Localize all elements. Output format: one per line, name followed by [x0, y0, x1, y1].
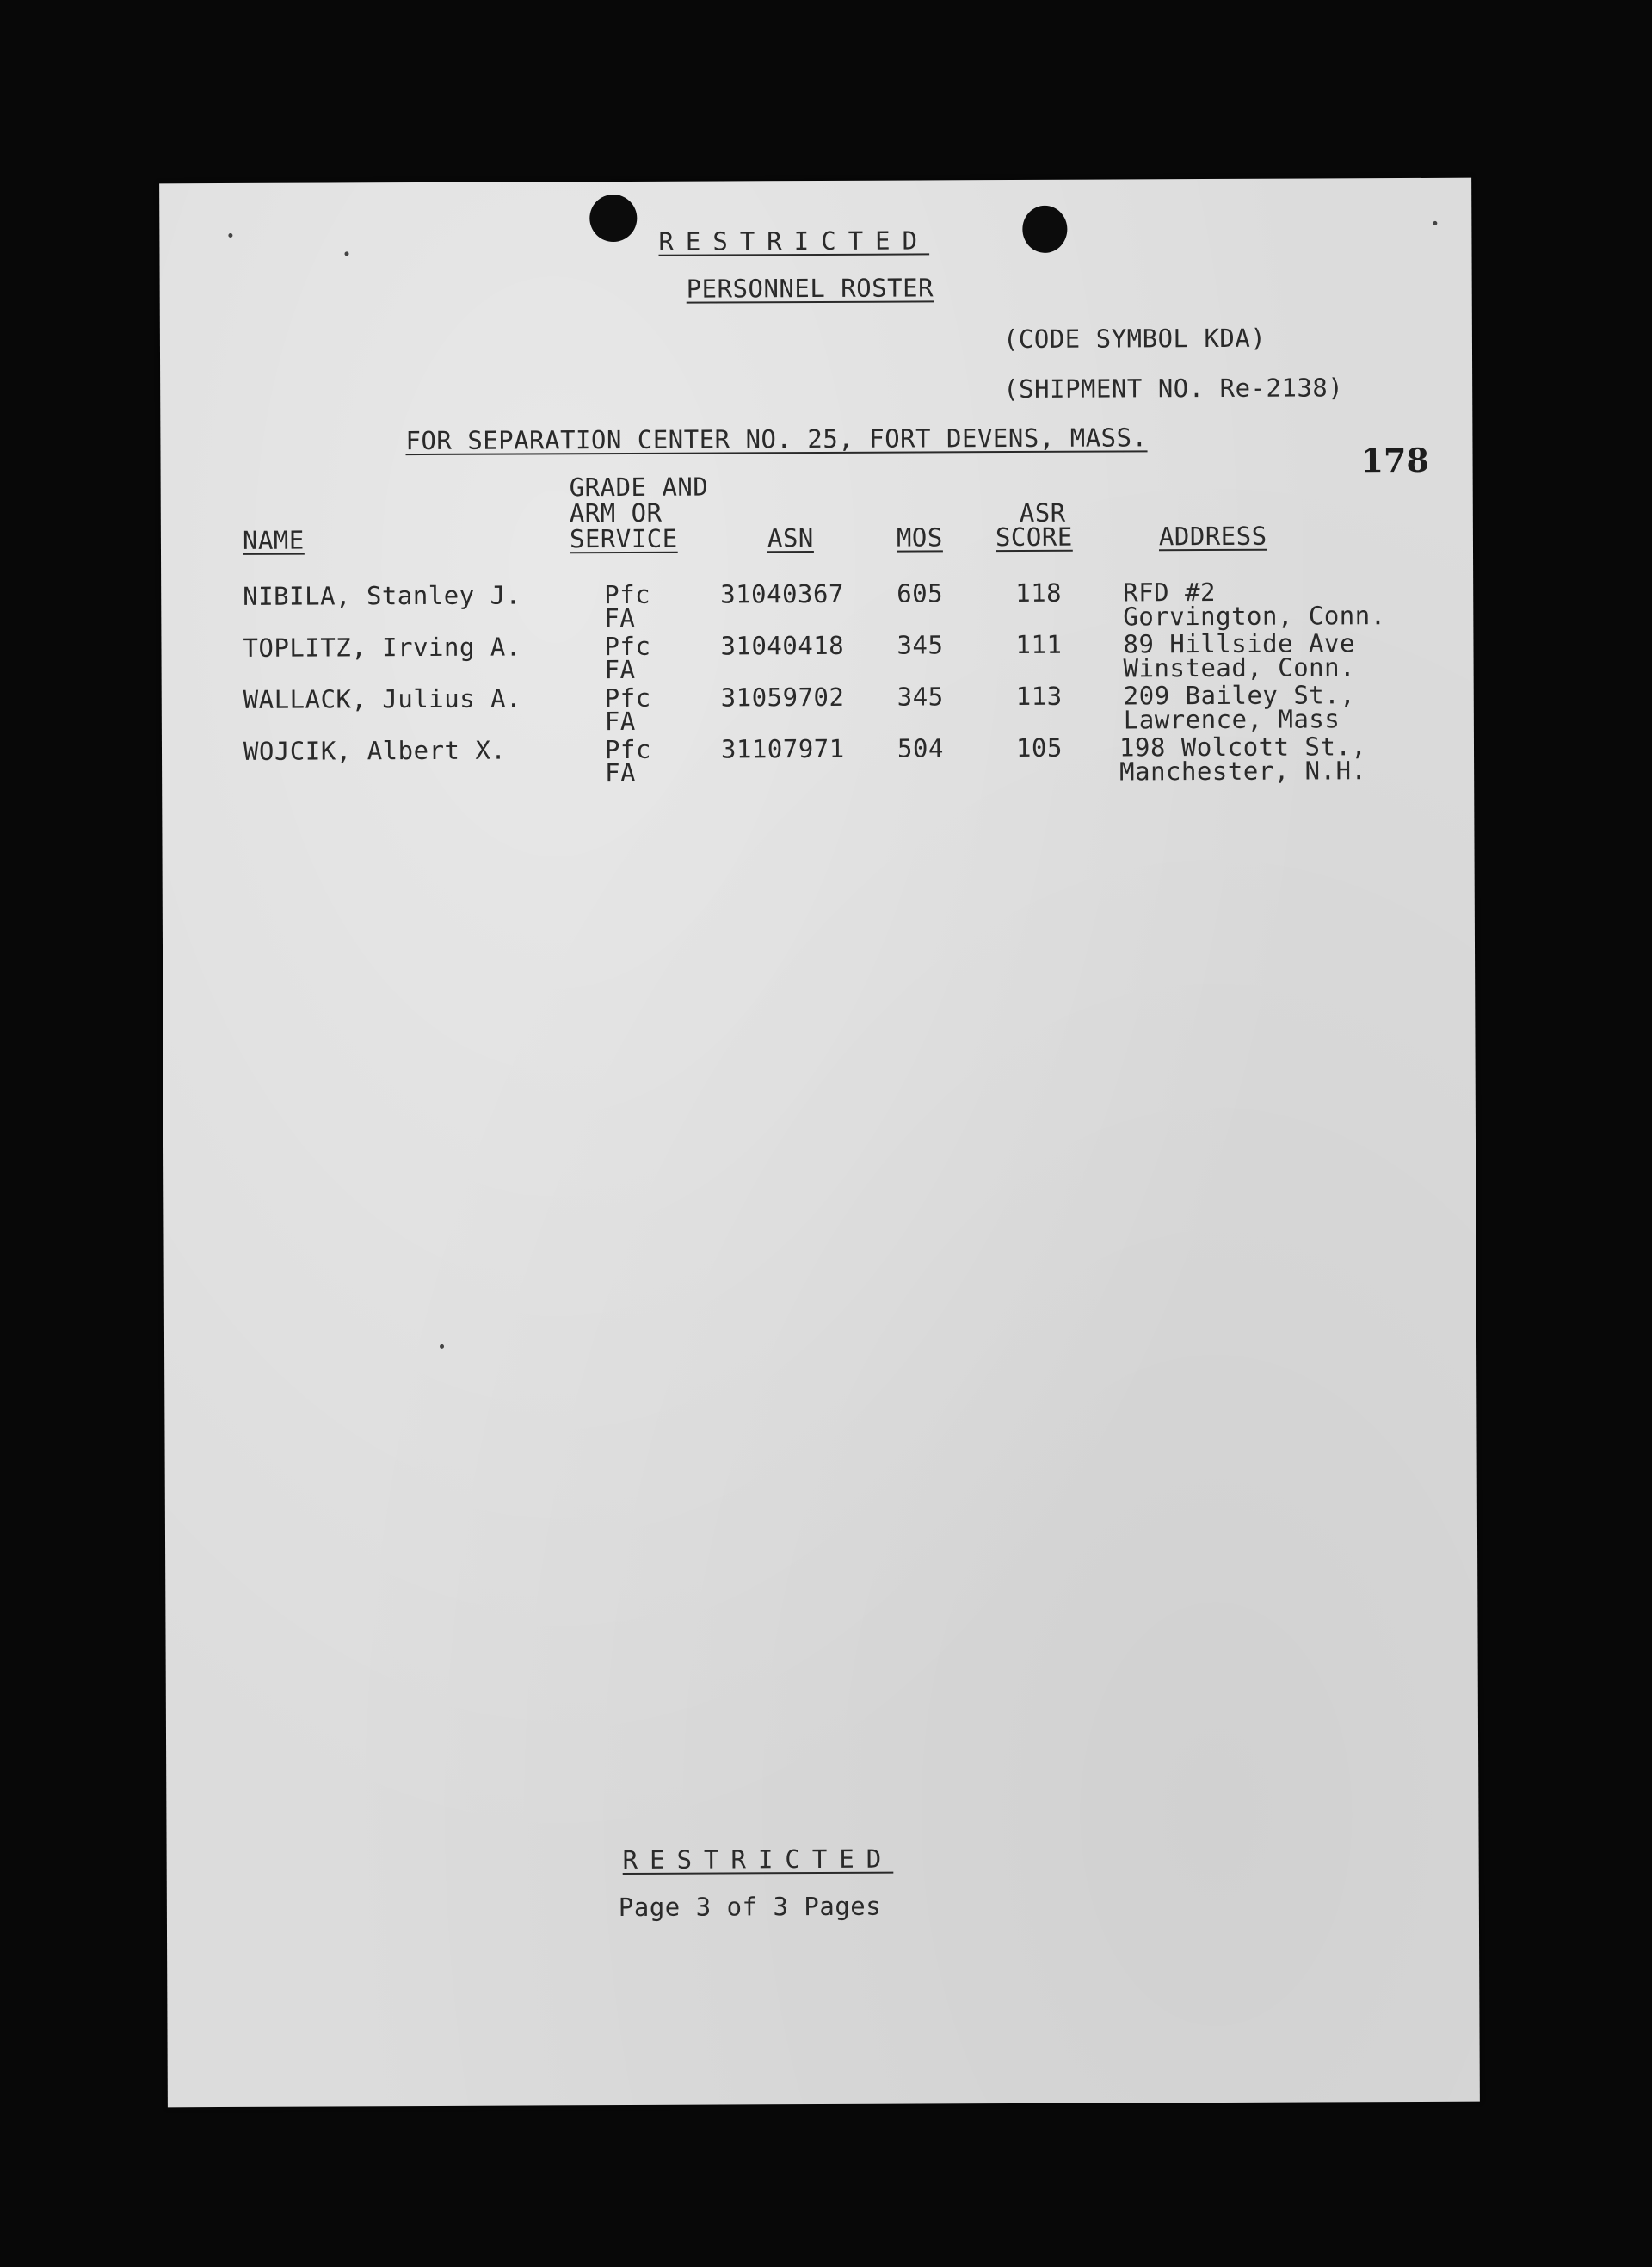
speck [440, 1344, 444, 1349]
row-2-address2: Winstead, Conn. [1123, 652, 1356, 683]
row-4-grade: Pfc [604, 734, 651, 765]
row-1-arm: FA [604, 602, 636, 633]
col-grade-line2: ARM OR [569, 497, 663, 528]
row-3-score: 113 [1015, 681, 1063, 711]
col-name: NAME [242, 525, 305, 555]
code-symbol: (CODE SYMBOL KDA) [1002, 323, 1267, 355]
speck [1433, 221, 1437, 225]
row-3-asn: 31059702 [720, 682, 845, 713]
classification-header: RESTRICTED [658, 225, 930, 256]
punch-hole-left [589, 195, 637, 242]
shipment-number: (SHIPMENT NO. Re-2138) [1003, 373, 1344, 405]
row-3-address2: Lawrence, Mass [1123, 704, 1341, 735]
col-grade-line3: SERVICE [569, 523, 678, 554]
col-address: ADDRESS [1158, 521, 1267, 552]
document-page [159, 178, 1480, 2108]
row-4-arm: FA [605, 757, 637, 788]
row-4-address1: 198 Wolcott St., [1119, 732, 1367, 763]
row-2-asn: 31040418 [720, 630, 845, 661]
row-1-asn: 31040367 [720, 578, 844, 609]
row-4-name: WOJCIK, Albert X. [243, 735, 507, 766]
row-4-mos: 504 [897, 733, 944, 763]
row-2-score: 111 [1015, 629, 1063, 659]
row-3-mos: 345 [897, 682, 944, 712]
row-3-arm: FA [604, 706, 636, 737]
pagination: Page 3 of 3 Pages [618, 1891, 882, 1923]
destination-line: FOR SEPARATION CENTER NO. 25, FORT DEVENS, MASS. [405, 423, 1148, 456]
row-1-address1: RFD #2 [1123, 577, 1217, 608]
row-2-mos: 345 [897, 630, 944, 660]
row-2-grade: Pfc [604, 631, 651, 662]
speck [228, 233, 232, 238]
row-2-arm: FA [604, 654, 636, 685]
row-3-name: WALLACK, Julius A. [243, 683, 522, 714]
row-1-name: NIBILA, Stanley J. [243, 580, 521, 611]
document-title: PERSONNEL ROSTER [686, 273, 934, 304]
col-asr-line1: ASR [1019, 497, 1066, 528]
row-2-address1: 89 Hillside Ave [1123, 628, 1355, 659]
punch-hole-right [1022, 206, 1067, 253]
row-4-score: 105 [1015, 732, 1063, 763]
col-mos: MOS [896, 522, 943, 553]
col-asr-line2: SCORE [995, 522, 1073, 553]
classification-footer: RESTRICTED [622, 1844, 894, 1875]
row-4-asn: 31107971 [720, 733, 845, 764]
row-3-grade: Pfc [604, 683, 651, 713]
col-grade-line1: GRADE AND [569, 472, 709, 503]
row-1-score: 118 [1015, 578, 1063, 608]
col-asn: ASN [767, 523, 814, 553]
row-1-address2: Gorvington, Conn. [1123, 601, 1386, 632]
speck [344, 251, 348, 256]
row-2-name: TOPLITZ, Irving A. [243, 632, 521, 663]
page-stamp: 178 [1360, 440, 1429, 480]
row-1-mos: 605 [897, 578, 944, 608]
row-3-address1: 209 Bailey St., [1123, 680, 1356, 711]
row-1-grade: Pfc [604, 579, 651, 610]
row-4-address2: Manchester, N.H. [1119, 756, 1367, 787]
